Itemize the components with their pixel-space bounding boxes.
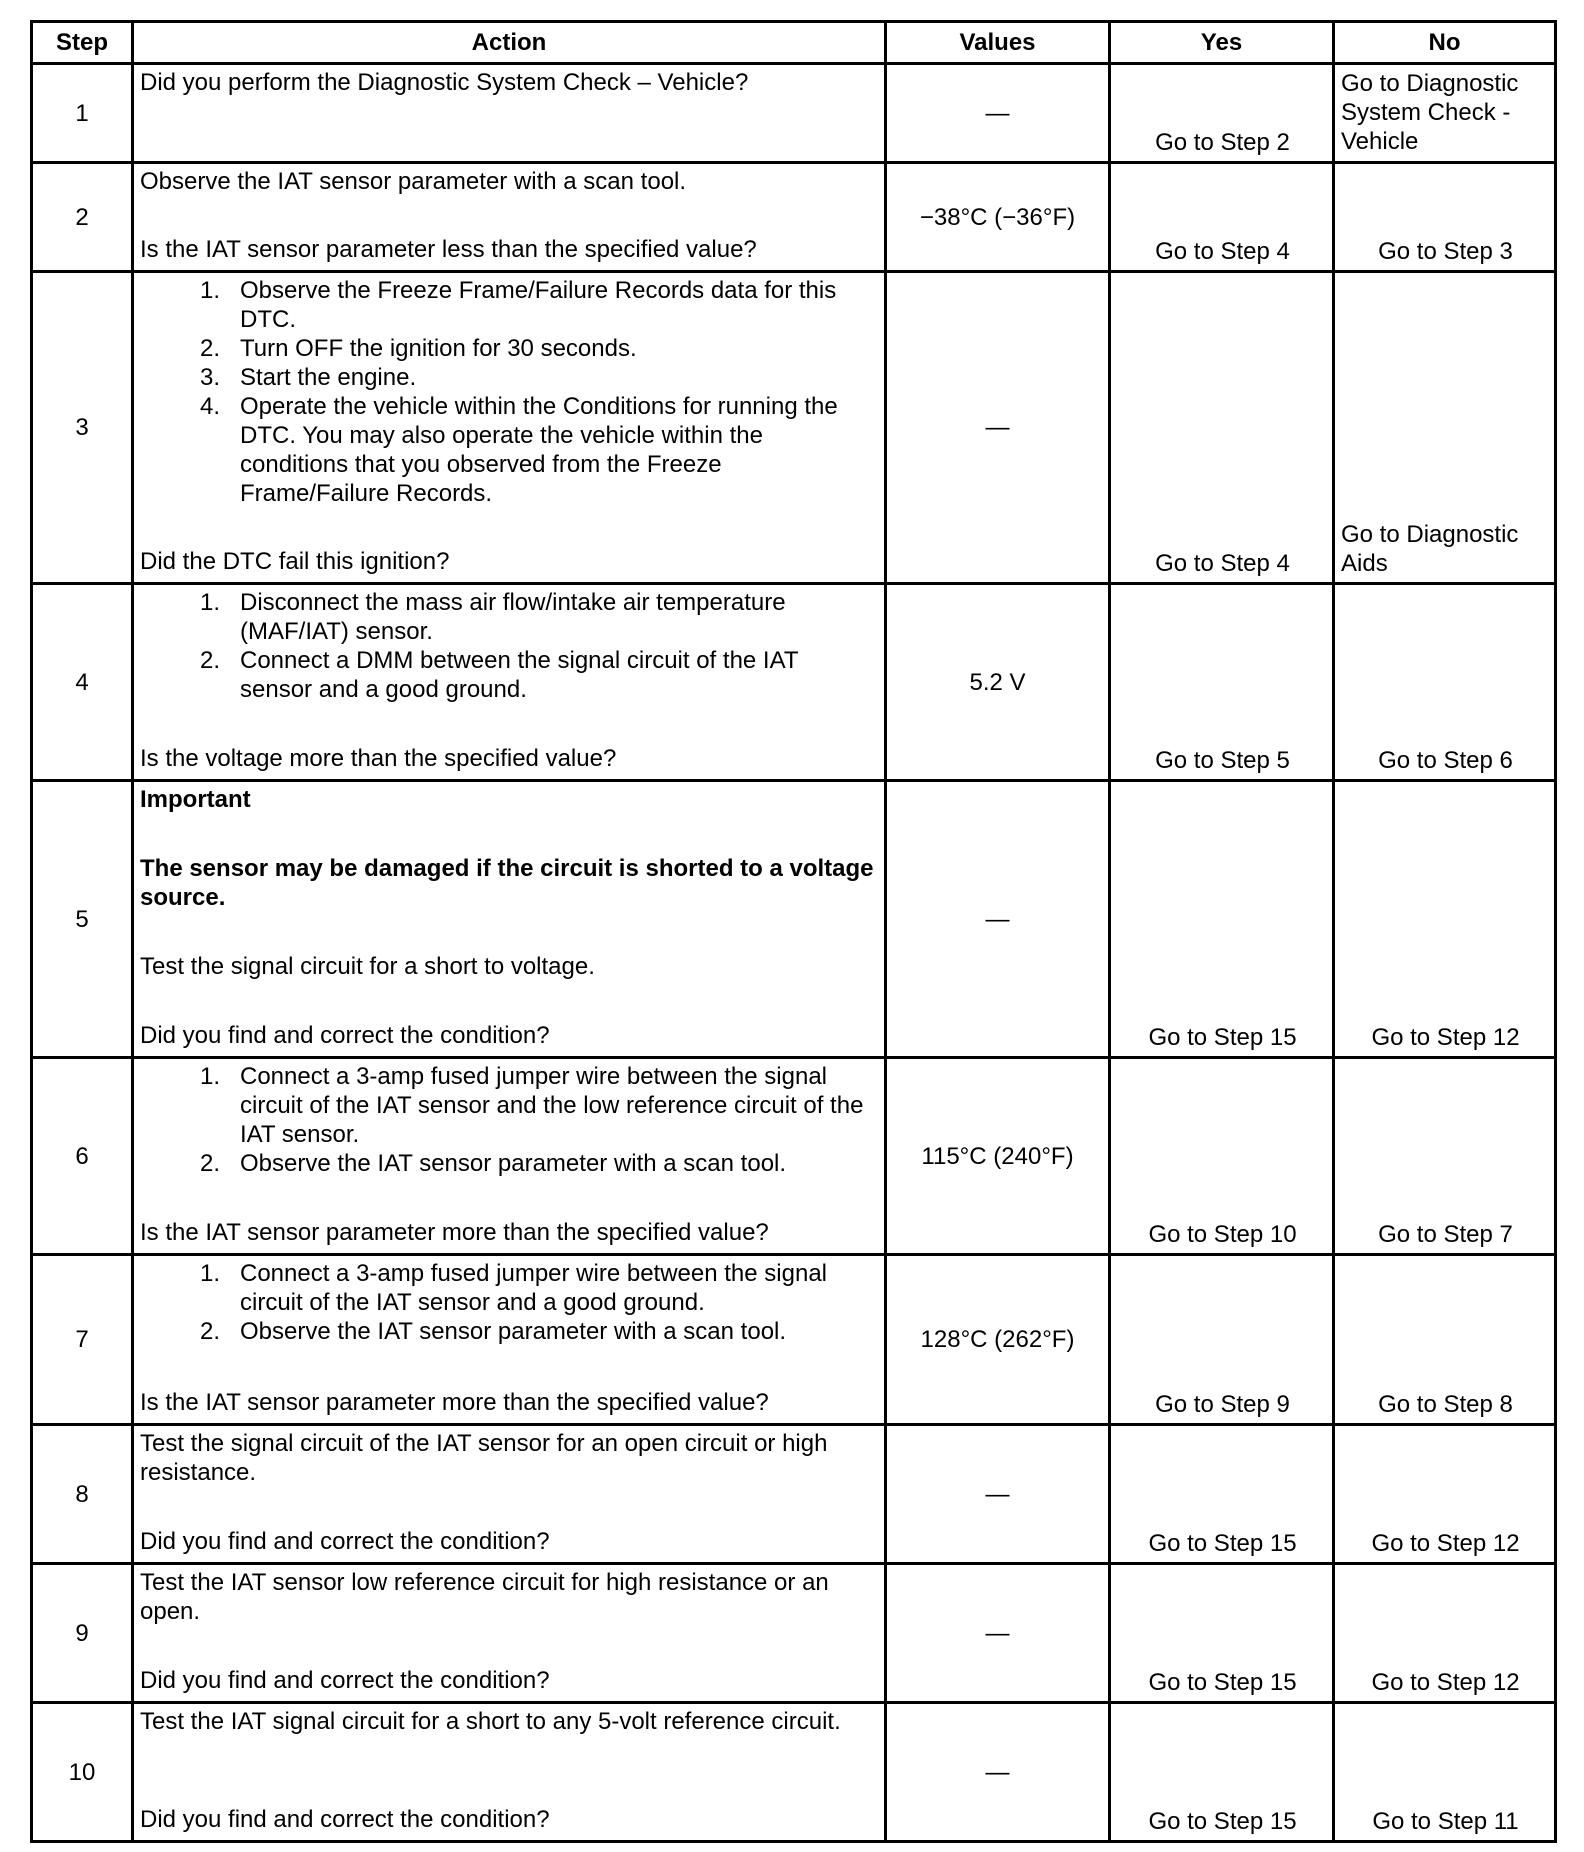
list-item [140, 1062, 876, 1149]
yes-content [1111, 1426, 1332, 1562]
header-row [32, 22, 1556, 64]
action-content [134, 164, 884, 270]
action-cell [133, 1058, 886, 1255]
table-row [32, 1703, 1556, 1842]
step-number-cell: 2 [32, 163, 133, 272]
action-content [134, 1426, 884, 1562]
yes-action-link: Go to Step 2 [1155, 129, 1290, 156]
action-cell [133, 64, 886, 163]
list-item-text: Start the engine. [240, 364, 417, 391]
yes-cell [1110, 1564, 1334, 1703]
yes-action-link: Go to Step 15 [1148, 1808, 1297, 1835]
list-item-text: Turn OFF the ignition for 30 seconds. [240, 335, 637, 362]
list-item [140, 334, 876, 363]
table-row [32, 1255, 1556, 1425]
action-body [140, 588, 876, 744]
yes-cell [1110, 64, 1334, 163]
yes-cell [1110, 1425, 1334, 1564]
no-cell [1334, 1425, 1556, 1564]
action-cell [133, 272, 886, 584]
step-number-cell: 4 [32, 584, 133, 781]
yes-action-link: Go to Step 10 [1148, 1221, 1297, 1248]
action-instruction: Test the signal circuit for a short to voltage. [140, 953, 595, 980]
step-number-cell: 3 [32, 272, 133, 584]
yes-action-link: Go to Step 5 [1155, 747, 1290, 774]
action-steps-list [140, 588, 876, 704]
yes-action-link: Go to Step 9 [1155, 1391, 1290, 1418]
action-steps-list [140, 276, 876, 508]
no-action-link: Go to Diagnostic System Check - Vehicle [1341, 70, 1519, 155]
list-item-text: Observe the IAT sensor parameter with a scan tool. [240, 1318, 787, 1345]
action-body [140, 785, 876, 1021]
values-cell: — [886, 1425, 1110, 1564]
list-item-text: Observe the Freeze Frame/Failure Records data for this DTC. [240, 277, 837, 333]
step-number-cell: 5 [32, 781, 133, 1058]
no-content [1335, 585, 1554, 779]
list-item-text: Connect a 3-amp fused jumper wire between the signal circuit of the IAT sensor and a good ground. [240, 1260, 827, 1316]
list-item [140, 363, 876, 392]
header-no: No [1334, 22, 1556, 64]
yes-content [1111, 1565, 1332, 1701]
action-content [134, 782, 884, 1056]
action-cell [133, 1425, 886, 1564]
list-item [140, 1149, 876, 1178]
action-body [140, 276, 876, 547]
action-question: Did you find and correct the condition? [140, 1022, 550, 1049]
header-values: Values [886, 22, 1110, 64]
yes-action-link: Go to Step 15 [1148, 1669, 1297, 1696]
values-cell: — [886, 272, 1110, 584]
list-item [140, 588, 876, 646]
action-text: Test the signal circuit of the IAT sensor for an open circuit or high resistance. [140, 1430, 828, 1486]
no-content [1335, 1059, 1554, 1253]
yes-content [1111, 585, 1332, 779]
action-body [140, 1429, 876, 1527]
no-action-link: Go to Step 3 [1378, 238, 1513, 265]
action-cell [133, 1703, 886, 1842]
values-cell: — [886, 1703, 1110, 1842]
values-cell: — [886, 64, 1110, 163]
list-item-number: 1. [199, 277, 220, 304]
no-cell [1334, 1703, 1556, 1842]
list-item-text: Connect a 3-amp fused jumper wire between the signal circuit of the IAT sensor and the low reference circuit of the IAT sensor. [240, 1063, 864, 1148]
values-cell: — [886, 781, 1110, 1058]
action-steps-list [140, 1259, 876, 1346]
no-content [1335, 164, 1554, 270]
list-item [140, 1317, 876, 1346]
step-number-cell: 8 [32, 1425, 133, 1564]
yes-action-link: Go to Step 4 [1155, 238, 1290, 265]
yes-content [1111, 164, 1332, 270]
yes-cell [1110, 163, 1334, 272]
action-body [140, 68, 876, 155]
action-text: Test the IAT signal circuit for a short to any 5-volt reference circuit. [140, 1708, 841, 1735]
no-content [1335, 1565, 1554, 1701]
action-content [134, 1704, 884, 1840]
no-content [1335, 65, 1554, 161]
action-question: Is the voltage more than the specified value? [140, 745, 617, 772]
table-row [32, 1425, 1556, 1564]
yes-cell [1110, 584, 1334, 781]
yes-action-link: Go to Step 15 [1148, 1530, 1297, 1557]
yes-cell [1110, 781, 1334, 1058]
yes-content [1111, 65, 1332, 161]
action-text: Test the IAT sensor low reference circuit for high resistance or an open. [140, 1569, 829, 1625]
no-action-link: Go to Diagnostic Aids [1341, 521, 1519, 577]
values-cell: −38°C (−36°F) [886, 163, 1110, 272]
important-label: Important [140, 786, 251, 813]
no-cell [1334, 584, 1556, 781]
no-action-link: Go to Step 8 [1378, 1391, 1513, 1418]
action-cell [133, 1564, 886, 1703]
diagnostic-table [30, 20, 1557, 1843]
action-steps-list [140, 1062, 876, 1178]
action-content [134, 1256, 884, 1423]
no-cell [1334, 781, 1556, 1058]
header-yes: Yes [1110, 22, 1334, 64]
action-body [140, 1062, 876, 1218]
list-item-number: 2. [199, 1150, 220, 1177]
no-content [1335, 1426, 1554, 1562]
header-step: Step [32, 22, 133, 64]
table-row [32, 781, 1556, 1058]
table-row [32, 272, 1556, 584]
action-question: Is the IAT sensor parameter more than the specified value? [140, 1389, 769, 1416]
no-cell [1334, 1255, 1556, 1425]
table-row [32, 584, 1556, 781]
action-text: Did you perform the Diagnostic System Check – Vehicle? [140, 69, 749, 96]
list-item [140, 392, 876, 508]
action-question: Is the IAT sensor parameter less than the specified value? [140, 236, 757, 263]
step-number-cell: 10 [32, 1703, 133, 1842]
action-body [140, 1707, 876, 1805]
values-cell: — [886, 1564, 1110, 1703]
no-cell [1334, 1058, 1556, 1255]
values-cell: 128°C (262°F) [886, 1255, 1110, 1425]
no-content [1335, 1704, 1554, 1840]
table-body [32, 64, 1556, 1842]
list-item-text: Connect a DMM between the signal circuit of the IAT sensor and a good ground. [240, 647, 799, 703]
yes-content [1111, 1059, 1332, 1253]
no-action-link: Go to Step 11 [1372, 1808, 1519, 1835]
action-content [134, 1565, 884, 1701]
yes-cell [1110, 272, 1334, 584]
no-action-link: Go to Step 12 [1371, 1669, 1520, 1696]
step-number-cell: 7 [32, 1255, 133, 1425]
action-content [134, 65, 884, 161]
values-cell: 115°C (240°F) [886, 1058, 1110, 1255]
action-cell [133, 163, 886, 272]
list-item [140, 276, 876, 334]
action-content [134, 1059, 884, 1253]
no-content [1335, 782, 1554, 1056]
list-item-number: 1. [199, 589, 220, 616]
action-content [134, 273, 884, 582]
action-question: Did the DTC fail this ignition? [140, 548, 450, 575]
yes-content [1111, 782, 1332, 1056]
no-cell [1334, 163, 1556, 272]
action-text: Observe the IAT sensor parameter with a scan tool. [140, 168, 687, 195]
table-row [32, 1564, 1556, 1703]
no-content [1335, 1256, 1554, 1423]
list-item-text: Observe the IAT sensor parameter with a scan tool. [240, 1150, 787, 1177]
yes-content [1111, 273, 1332, 582]
yes-content [1111, 1704, 1332, 1840]
no-cell [1334, 272, 1556, 584]
list-item-number: 1. [199, 1063, 220, 1090]
list-item [140, 646, 876, 704]
no-action-link: Go to Step 12 [1371, 1024, 1520, 1051]
yes-cell [1110, 1058, 1334, 1255]
list-item-text: Operate the vehicle within the Conditions for running the DTC. You may also operate the vehicle within the conditions that you observed from the Freeze Frame/Failure Records. [240, 393, 838, 507]
yes-action-link: Go to Step 4 [1155, 550, 1290, 577]
action-body [140, 1568, 876, 1666]
list-item [140, 1259, 876, 1317]
yes-action-link: Go to Step 15 [1148, 1024, 1297, 1051]
list-item-number: 2. [199, 335, 220, 362]
action-question: Is the IAT sensor parameter more than the specified value? [140, 1219, 769, 1246]
action-question: Did you find and correct the condition? [140, 1806, 550, 1833]
yes-cell [1110, 1255, 1334, 1425]
no-action-link: Go to Step 12 [1371, 1530, 1520, 1557]
action-content [134, 585, 884, 779]
no-content [1335, 273, 1554, 582]
yes-cell [1110, 1703, 1334, 1842]
step-number-cell: 6 [32, 1058, 133, 1255]
list-item-number: 4. [199, 393, 220, 420]
header-action: Action [133, 22, 886, 64]
action-body [140, 167, 876, 235]
table-row [32, 64, 1556, 163]
action-question: Did you find and correct the condition? [140, 1667, 550, 1694]
action-cell [133, 781, 886, 1058]
table-row [32, 163, 1556, 272]
list-item-number: 3. [199, 364, 220, 391]
table-row [32, 1058, 1556, 1255]
important-warning: The sensor may be damaged if the circuit is shorted to a voltage source. [140, 855, 874, 911]
step-number-cell: 9 [32, 1564, 133, 1703]
action-cell [133, 584, 886, 781]
list-item-number: 1. [199, 1260, 220, 1287]
action-cell [133, 1255, 886, 1425]
no-action-link: Go to Step 6 [1378, 747, 1513, 774]
list-item-number: 2. [199, 1318, 220, 1345]
list-item-text: Disconnect the mass air flow/intake air temperature (MAF/IAT) sensor. [240, 589, 786, 645]
list-item-number: 2. [199, 647, 220, 674]
no-action-link: Go to Step 7 [1378, 1221, 1513, 1248]
step-number-cell: 1 [32, 64, 133, 163]
no-cell [1334, 64, 1556, 163]
no-cell [1334, 1564, 1556, 1703]
action-body [140, 1259, 876, 1388]
action-question: Did you find and correct the condition? [140, 1528, 550, 1555]
values-cell: 5.2 V [886, 584, 1110, 781]
yes-content [1111, 1256, 1332, 1423]
